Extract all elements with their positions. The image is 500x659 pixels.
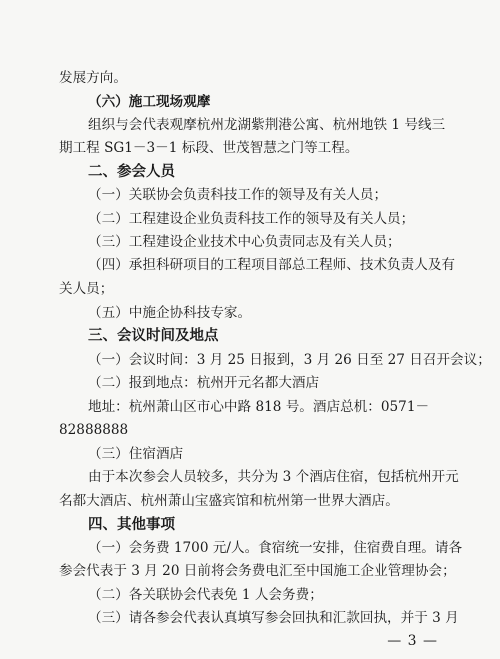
list-item: （三）工程建设企业技术中心负责同志及有关人员； — [88, 234, 401, 250]
subsection-heading: （六）施工现场观摩 — [88, 94, 211, 110]
body-text: 发展方向。 — [59, 70, 127, 86]
body-text: 名都大酒店、杭州萧山宝盛宾馆和杭州第一世界大酒店。 — [59, 493, 399, 509]
list-item: （一）会议时间：3 月 25 日报到，3 月 26 日至 27 日召开会议； — [88, 352, 491, 368]
section-heading: 三、会议时间及地点 — [88, 328, 219, 344]
body-text: 组织与会代表观摩杭州龙湖紫荆港公寓、杭州地铁 1 号线三 — [88, 117, 446, 133]
list-item: （三）请各参会代表认真填写参会回执和汇款回执，并于 3 月 — [88, 610, 459, 626]
list-item: （二）工程建设企业负责科技工作的领导及有关人员； — [88, 211, 415, 227]
list-item: （三）住宿酒店 — [88, 446, 184, 462]
list-item: （四）承担科研项目的工程项目部总工程师、技术负责人及有 — [88, 257, 456, 273]
list-item: （一）会务费 1700 元/人。食宿统一安排，住宿费自理。请各 — [88, 540, 463, 556]
body-text: 由于本次参会人员较多，共分为 3 个酒店住宿，包括杭州开元 — [88, 469, 459, 485]
list-item: （二）报到地点：杭州开元名都大酒店 — [88, 375, 320, 391]
list-item: （一）关联协会负责科技工作的领导及有关人员； — [88, 187, 388, 203]
list-item: （二）各关联协会代表免 1 人会务费； — [88, 587, 323, 603]
list-item: （五）中施企协科技专家。 — [88, 305, 252, 321]
list-item-continuation: 关人员； — [59, 281, 114, 297]
section-heading: 四、其他事项 — [88, 517, 175, 533]
address-text: 地址：杭州萧山区市心中路 818 号。酒店总机：0571－ — [88, 399, 430, 415]
phone-number: 82888888 — [59, 422, 129, 438]
body-text: 参会代表于 3 月 20 日前将会务费电汇至中国施工企业管理协会； — [59, 563, 456, 579]
body-text: 期工程 SG1－3－1 标段、世茂智慧之门等工程。 — [59, 140, 359, 156]
section-heading: 二、参会人员 — [88, 164, 175, 180]
page-number: — 3 — — [387, 633, 438, 649]
